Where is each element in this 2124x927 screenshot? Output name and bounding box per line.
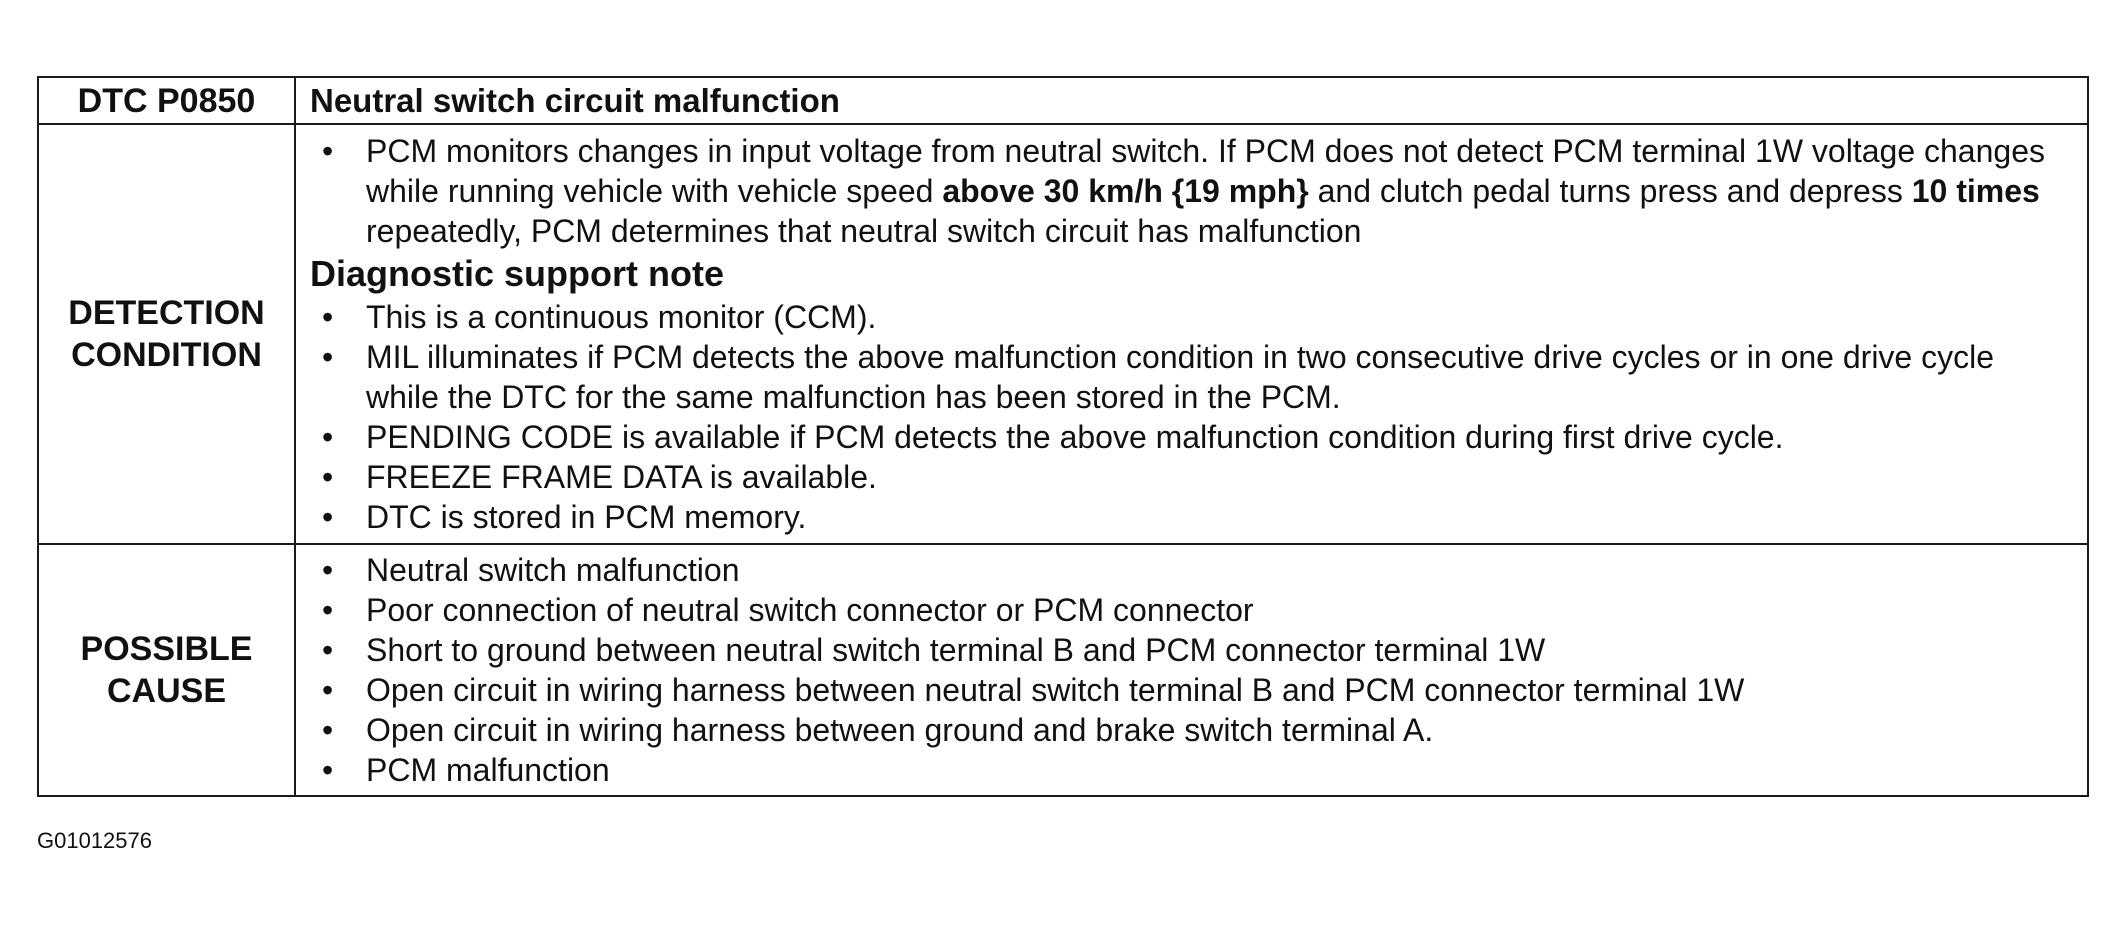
monitor-text-part1: PCM monitors changes in input voltage from neutral switch. If PCM does not detect PCM terminal 1W voltage changes while running vehicle with vehicle speed <box>366 133 2045 209</box>
possible-cause-row <box>38 544 2088 796</box>
detection-label-line2: CONDITION <box>71 336 262 374</box>
support-note: • FREEZE FRAME DATA is available. <box>310 457 2067 497</box>
cause-item: • Neutral switch malfunction <box>310 550 2067 590</box>
monitor-description-list <box>310 131 2067 251</box>
possible-cause-label <box>38 544 295 796</box>
possible-cause-content <box>295 544 2088 796</box>
cause-label-line2: CAUSE <box>106 672 227 710</box>
dtc-table <box>37 76 2089 797</box>
support-notes-list <box>310 297 2067 537</box>
monitor-repeat-count: 10 times <box>1911 173 2040 209</box>
cause-item: • PCM malfunction <box>310 750 2067 790</box>
cause-item: • Open circuit in wiring harness between neutral switch terminal B and PCM connector terminal 1W <box>310 670 2067 710</box>
dtc-title: Neutral switch circuit malfunction <box>295 77 2088 124</box>
monitor-text-part3: repeatedly, PCM determines that neutral switch circuit has malfunction <box>366 213 1362 249</box>
detection-label-line1: DETECTION <box>68 294 265 332</box>
detection-condition-row <box>38 124 2088 544</box>
support-note: • This is a continuous monitor (CCM). <box>310 297 2067 337</box>
detection-condition-label <box>38 124 295 544</box>
possible-cause-list <box>310 550 2067 790</box>
figure-id: G01012576 <box>37 828 152 853</box>
cause-item: • Short to ground between neutral switch terminal B and PCM connector terminal 1W <box>310 630 2067 670</box>
support-note: • PENDING CODE is available if PCM detects the above malfunction condition during first drive cycle. <box>310 417 2067 457</box>
cause-label-line1: POSSIBLE <box>80 630 253 668</box>
cause-item: • Open circuit in wiring harness between ground and brake switch terminal A. <box>310 710 2067 750</box>
detection-condition-content <box>295 124 2088 544</box>
support-note: • MIL illuminates if PCM detects the above malfunction condition in two consecutive drive cycles or in one drive cycle while the DTC for the same malfunction has been stored in the PCM. <box>310 337 2067 417</box>
header-row <box>38 77 2088 124</box>
cause-item: • Poor connection of neutral switch connector or PCM connector <box>310 590 2067 630</box>
support-note: • DTC is stored in PCM memory. <box>310 497 2067 537</box>
monitor-text-part2: and clutch pedal turns press and depress <box>1308 173 1912 209</box>
monitor-description <box>310 131 2067 251</box>
monitor-speed-threshold: above 30 km/h {19 mph} <box>942 173 1309 209</box>
diagnostic-support-heading: Diagnostic support note <box>310 253 724 294</box>
dtc-code: DTC P0850 <box>38 77 295 124</box>
